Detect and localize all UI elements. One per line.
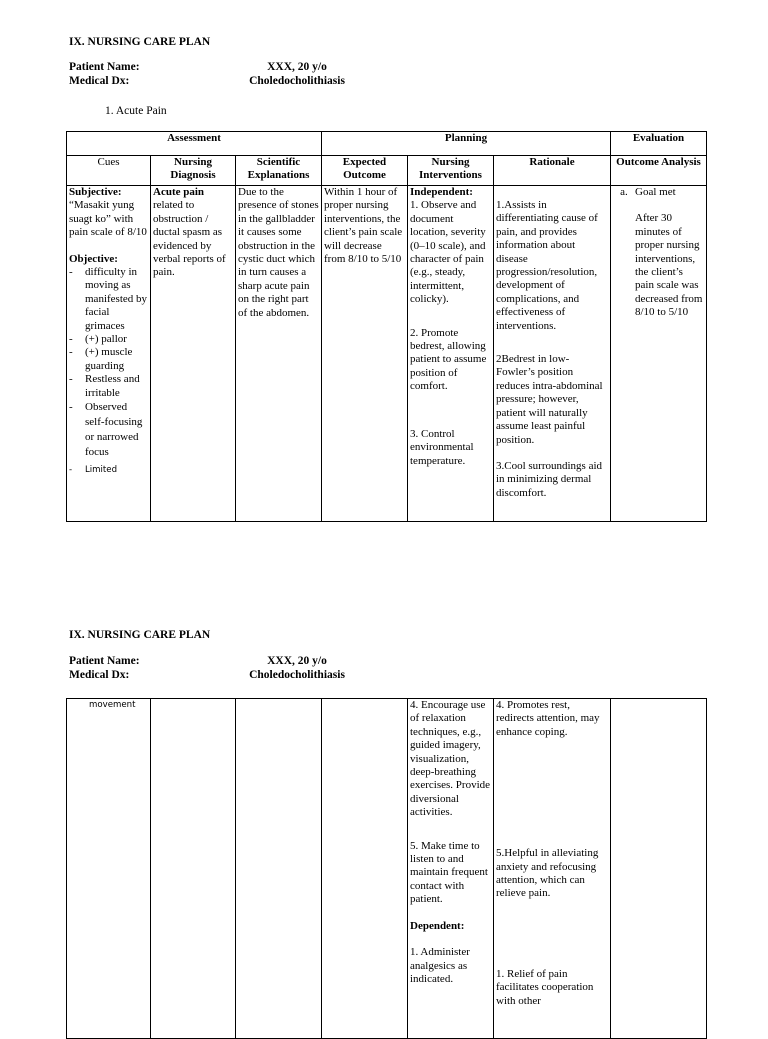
diagnosis-text: related to obstruction / ductal spasm as evidenced by verbal reports of pain.: [153, 199, 226, 279]
intervention-item: 1. Observe and document location, severity (0–10 scale), and character of pain (e.g., steady, intermittent, colicky).: [410, 199, 486, 306]
scientific-explanation-cell: [236, 186, 322, 522]
nursing-diagnosis-cell: [151, 186, 236, 522]
rationale-header: Rationale: [494, 156, 611, 186]
rationale-item: 2Bedrest in low-Fowler’s position reduces intra-abdominal pressure; however, patient will naturally assume least painful position.: [496, 353, 603, 446]
list-item: - Restless and irritable: [69, 373, 148, 400]
subjective-label: Subjective:: [69, 186, 122, 198]
cues-cell: [67, 186, 151, 522]
evaluation-header: Evaluation: [611, 132, 707, 156]
scientific-explanation-cell: [236, 699, 322, 1039]
nursing-diagnosis-cell: [151, 699, 236, 1039]
dependent-label: Dependent:: [410, 919, 465, 932]
medical-dx-value: Choledocholithiasis: [249, 75, 345, 87]
objective-list: [69, 266, 148, 477]
medical-dx-value: Choledocholithiasis: [249, 669, 345, 681]
list-item: - (+) pallor: [69, 333, 148, 346]
rationale-item: 1. Relief of pain facilitates cooperation with other: [496, 967, 594, 1007]
intervention-item: 4. Encourage use of relaxation techniques, e.g., guided imagery, visualization, deep-breathing exercises. Provide diversional activities.: [410, 699, 491, 819]
outcome-analysis-cell: [611, 186, 707, 522]
cues-continued: movement: [89, 700, 136, 710]
nursing-interventions-header: Nursing Interventions: [408, 156, 494, 186]
scientific-explanations-header: Scientific Explanations: [236, 156, 322, 186]
patient-name-label: Patient Name:: [69, 61, 140, 73]
medical-dx-label: Medical Dx:: [69, 75, 130, 87]
problem-heading: 1. Acute Pain: [105, 105, 167, 117]
objective-label: Objective:: [69, 252, 118, 265]
rationale-cell: [494, 699, 611, 1039]
cues-cell: [67, 699, 151, 1039]
diagnosis-label: Acute pain: [153, 186, 205, 198]
list-item: - Observed self-focusing or narrowed focus: [69, 400, 148, 460]
patient-name-value: XXX, 20 y/o: [267, 655, 327, 667]
nursing-interventions-cell: [408, 699, 494, 1039]
goal-marker: a.: [620, 186, 628, 198]
intervention-item: 2. Promote bedrest, allowing patient to assume position of comfort.: [410, 326, 487, 393]
patient-name-value: XXX, 20 y/o: [267, 61, 327, 73]
rationale-item: 1.Assists in differentiating cause of pain, and provides information about disease progression/resolution, development of complications, and effectiveness of interventions.: [496, 199, 598, 332]
goal-status: Goal met: [635, 186, 676, 198]
evaluation-text: After 30 minutes of proper nursing interventions, the client’s pain scale was decreased from 8/10 to 5/10: [635, 212, 703, 319]
nursing-diagnosis-header: Nursing Diagnosis: [151, 156, 236, 186]
rationale-item: 3.Cool surroundings aid in minimizing dermal discomfort.: [496, 459, 603, 499]
list-item: - Limited: [69, 464, 148, 477]
rationale-item: 4. Promotes rest, redirects attention, may enhance coping.: [496, 699, 600, 738]
scientific-explanation-text: Due to the presence of stones in the gallbladder it causes some obstruction in the cystic duct which in turn causes a sharp acute pain on the right part of the abdomen.: [238, 186, 319, 319]
list-item: - (+) muscle guarding: [69, 346, 148, 373]
rationale-cell: [494, 186, 611, 522]
assessment-header: Assessment: [67, 132, 322, 156]
independent-label: Independent:: [410, 186, 473, 198]
outcome-analysis-header: Outcome Analysis: [611, 156, 707, 186]
patient-name-label: Patient Name:: [69, 655, 140, 667]
medical-dx-label: Medical Dx:: [69, 669, 130, 681]
cues-header: Cues: [67, 156, 151, 186]
rationale-item: 5.Helpful in alleviating anxiety and refocusing attention, which can relieve pain.: [496, 847, 599, 900]
page-title: IX. NURSING CARE PLAN: [69, 36, 211, 48]
intervention-item: 5. Make time to listen to and maintain frequent contact with patient.: [410, 839, 488, 906]
intervention-item: 3. Control environmental temperature.: [410, 427, 474, 467]
page-title: IX. NURSING CARE PLAN: [69, 629, 211, 641]
expected-outcome-text: Within 1 hour of proper nursing interventions, the client’s pain scale will decrease from 8/10 to 5/10: [324, 186, 403, 266]
list-item: - difficulty in moving as manifested by facial grimaces: [69, 266, 148, 333]
care-plan-table: [66, 131, 707, 522]
planning-header: Planning: [322, 132, 611, 156]
nursing-interventions-cell: [408, 186, 494, 522]
intervention-item: 1. Administer analgesics as indicated.: [410, 946, 470, 985]
subjective-text: “Masakit yung suagt ko” with pain scale of 8/10: [69, 199, 147, 239]
expected-outcome-cell: [322, 186, 408, 522]
outcome-analysis-cell: [611, 699, 707, 1039]
care-plan-table-continued: [66, 698, 707, 1039]
expected-outcome-header: Expected Outcome: [322, 156, 408, 186]
expected-outcome-cell: [322, 699, 408, 1039]
